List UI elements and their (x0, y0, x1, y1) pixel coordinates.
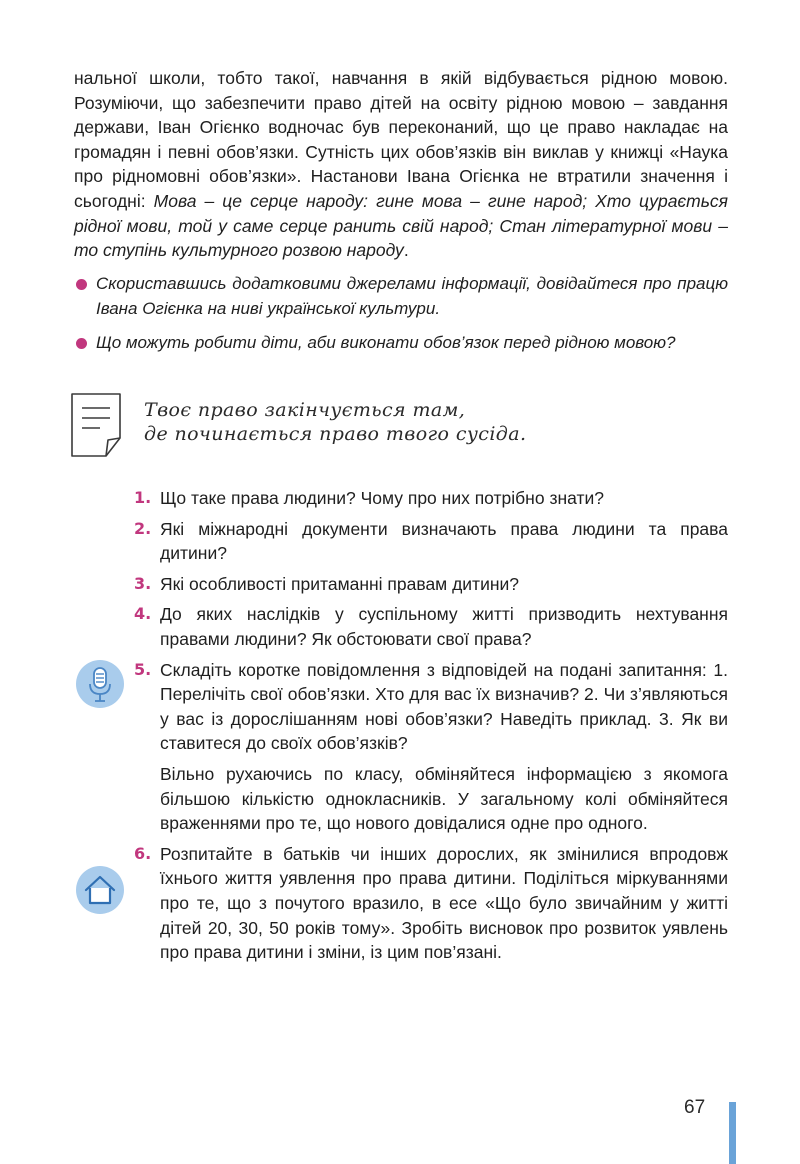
bullet-text: Скориставшись додатковими джерелами інформації, довідайтеся про працю Івана Огієнка на ниві української культури. (96, 274, 728, 318)
question-text: Розпитайте в батьків чи інших дорослих, як змінилися впродовж їхнього життя уявлення про права дитини. Поділіться міркуваннями про те, що з почутого вразило, в есе «Що було звичайним у житті дітей 20, 30, 50 років тому». Зробіть висновок про розвиток уявлень про права дитини і зміни, із цим пов’язані. (160, 843, 728, 963)
question-text: Складіть коротке повідомлення з відповідей на подані запитання: 1. Перелічіть свої обов’язки. Хто для вас їх визначив? 2. Чи з’являються у вас із дорослішанням нові обов’язки? Наведіть приклад. 3. Як ви ставитеся до своїх обов’язків? (160, 659, 728, 754)
question-item-6 (134, 842, 728, 965)
question-item-5 (134, 658, 728, 836)
question-number: 1. (134, 488, 152, 507)
intro-text-2: . (403, 240, 409, 261)
question-item-2 (134, 517, 728, 566)
question-text: До яких наслідків у суспільному житті призводить нехтування правами людини? Як обстоювати свої права? (160, 604, 728, 649)
question-number: 4. (134, 604, 152, 624)
page-edge-bar (729, 1102, 736, 1164)
bullet-dot-icon (76, 338, 87, 349)
intro-quote-italic: Мова – це серце народу: гине мова – гине народ; Хто цурається рідної мови, той у саме серце ранить свій народ; Стан літературної мови – то ступінь культурного розвою народу (74, 190, 728, 261)
question-text: Які міжнародні документи визначають права людини та права дитини? (160, 518, 728, 564)
motto-line-1: Твоє право закінчується там, (144, 399, 466, 421)
bullet-item (74, 272, 728, 321)
question-number: 2. (134, 518, 152, 538)
question-subtext: Вільно рухаючись по класу, обміняйтеся інформацією з якомога більшою кількістю однокласників. У загальному колі обміняйтеся враженнями про те, що нового довідалися одне про одного. (160, 763, 728, 834)
question-number: 5. (134, 659, 152, 679)
question-text: Які особливості притаманні правам дитини? (160, 573, 520, 594)
question-number: 6. (134, 843, 152, 863)
motto-line-2: де починається право твого сусіда. (144, 423, 527, 445)
question-text: Що таке права людини? Чому про них потрібно знати? (160, 488, 605, 508)
motto-quote (144, 398, 704, 446)
intro-paragraph (74, 66, 728, 263)
microphone-icon (76, 660, 124, 708)
page-number: 67 (684, 1097, 706, 1118)
bullet-dot-icon (76, 279, 87, 290)
intro-text-1: нальної школи, тобто такої, навчання в якій відбувається рідною мовою. Розуміючи, що забезпечити право дітей на освіту рідною мовою – завдання держави, Іван Огієнко водночас був переконаний, що це право накладає на громадян і певні обов’язки. Сутність цих обов’язків він виклав у книжці «Наука про рідномовні обов’язки». Настанови Івана Огієнка не втратили значення і сьогодні: (74, 68, 728, 211)
question-item-4 (134, 602, 728, 651)
bullet-list (74, 272, 728, 366)
home-icon (76, 866, 124, 914)
bullet-text: Що можуть робити діти, аби виконати обов’язок перед рідною мовою? (96, 333, 676, 353)
note-icon (70, 392, 122, 458)
question-item-3 (134, 572, 728, 597)
bullet-item (74, 331, 728, 356)
question-number: 3. (134, 573, 152, 593)
questions-list (134, 486, 728, 971)
question-item-1 (134, 486, 728, 511)
